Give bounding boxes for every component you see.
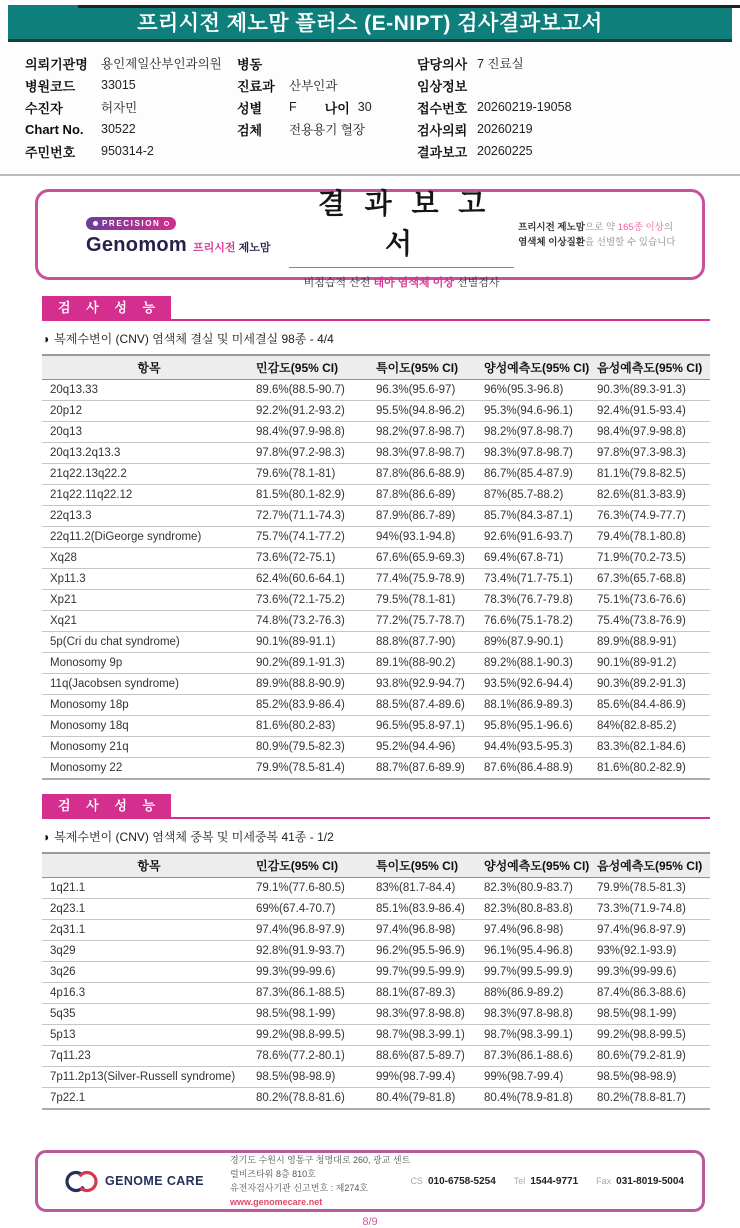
section-badge: 검 사 성 능 xyxy=(42,296,171,319)
value-cell: 87.4%(86.3-88.6) xyxy=(597,983,710,1004)
item-cell: 20q13.33 xyxy=(42,380,256,401)
value-cell: 75.7%(74.1-77.2) xyxy=(256,527,376,548)
item-cell: Xq28 xyxy=(42,548,256,569)
value-cell: 99%(98.7-99.4) xyxy=(484,1067,597,1088)
info-column-left xyxy=(25,52,237,162)
value-cell: 73.3%(71.9-74.8) xyxy=(597,899,710,920)
info-row xyxy=(25,118,237,140)
patient-info-section xyxy=(0,42,740,176)
info-row xyxy=(417,96,740,118)
value-cell: 88.1%(86.9-89.3) xyxy=(484,695,597,716)
table-row xyxy=(42,1046,710,1067)
field-value: 허자민 xyxy=(101,101,138,115)
value-cell: 98.4%(97.9-98.8) xyxy=(597,422,710,443)
value-cell: 90.2%(89.1-91.3) xyxy=(256,653,376,674)
value-cell: 98.7%(98.3-99.1) xyxy=(484,1025,597,1046)
info-row xyxy=(25,52,237,74)
item-cell: Monosomy 18p xyxy=(42,695,256,716)
field-label: 성별 xyxy=(237,100,263,116)
value-cell: 69.4%(67.8-71) xyxy=(484,548,597,569)
precision-badge xyxy=(86,217,176,230)
value-cell: 97.4%(96.8-98) xyxy=(376,920,484,941)
section-test-performance-2 xyxy=(42,794,710,1110)
brand-kr-accent: 프리시전 xyxy=(193,241,236,254)
scan-edge-line xyxy=(78,5,740,8)
value-cell: 94.4%(93.5-95.3) xyxy=(484,737,597,758)
column-header: 특이도(95% CI) xyxy=(376,853,484,878)
item-cell: 22q13.3 xyxy=(42,506,256,527)
table-row xyxy=(42,1025,710,1046)
value-cell: 75.4%(73.8-76.9) xyxy=(597,611,710,632)
value-cell: 81.1%(79.8-82.5) xyxy=(597,464,710,485)
banner-subtitle: 비침습적 산전 태아 염색체 이상 선별검사 xyxy=(303,276,500,289)
field-label: 진료과 xyxy=(237,78,275,94)
field-value: 산부인과 xyxy=(289,79,338,93)
value-cell: 81.6%(80.2-83) xyxy=(256,716,376,737)
value-cell: 99.7%(99.5-99.9) xyxy=(484,962,597,983)
cnv-duplication-table xyxy=(42,852,710,1110)
section-subtitle xyxy=(42,828,710,845)
table-row xyxy=(42,464,710,485)
table-row xyxy=(42,695,710,716)
section-badge: 검 사 성 능 xyxy=(42,794,171,817)
table-row xyxy=(42,716,710,737)
address-line-2: 유전자검사기관 신고번호 : 제274호 xyxy=(230,1183,369,1193)
value-cell: 62.4%(60.6-64.1) xyxy=(256,569,376,590)
value-cell: 82.3%(80.9-83.7) xyxy=(484,878,597,899)
value-cell: 77.4%(75.9-78.9) xyxy=(376,569,484,590)
info-row xyxy=(417,118,740,140)
field-label: 주민번호 xyxy=(25,144,76,160)
ring-icon xyxy=(164,221,169,226)
field-label: 검사의뢰 xyxy=(417,122,468,138)
field-label: 담당의사 xyxy=(417,56,468,72)
info-row xyxy=(25,140,237,162)
table-row xyxy=(42,674,710,695)
value-cell: 96.3%(95.6-97) xyxy=(376,380,484,401)
value-cell: 98.5%(98-98.9) xyxy=(597,1067,710,1088)
table-row xyxy=(42,443,710,464)
info-column-right xyxy=(417,52,740,162)
value-cell: 79.6%(78.1-81) xyxy=(256,464,376,485)
value-cell: 98.3%(97.8-98.7) xyxy=(376,443,484,464)
item-cell: 20p12 xyxy=(42,401,256,422)
table-row xyxy=(42,485,710,506)
field-value: 30 xyxy=(357,100,372,114)
section-header xyxy=(42,296,710,321)
value-cell: 73.4%(71.7-75.1) xyxy=(484,569,597,590)
column-header: 민감도(95% CI) xyxy=(256,853,376,878)
field-value: 20260219 xyxy=(477,122,533,136)
value-cell: 95.5%(94.8-96.2) xyxy=(376,401,484,422)
value-cell: 72.7%(71.1-74.3) xyxy=(256,506,376,527)
item-cell: 20q13.2q13.3 xyxy=(42,443,256,464)
field-value: F xyxy=(289,100,297,114)
field-value: 용인제일산부인과의원 xyxy=(101,57,222,71)
value-cell: 83.3%(82.1-84.6) xyxy=(597,737,710,758)
table-row xyxy=(42,380,710,401)
value-cell: 93.5%(92.6-94.4) xyxy=(484,674,597,695)
table-row xyxy=(42,983,710,1004)
value-cell: 87.9%(86.7-89) xyxy=(376,506,484,527)
value-cell: 87%(85.7-88.2) xyxy=(484,485,597,506)
value-cell: 81.5%(80.1-82.9) xyxy=(256,485,376,506)
value-cell: 89.2%(88.1-90.3) xyxy=(484,653,597,674)
value-cell: 99.7%(99.5-99.9) xyxy=(376,962,484,983)
value-cell: 78.3%(76.7-79.8) xyxy=(484,590,597,611)
value-cell: 77.2%(75.7-78.7) xyxy=(376,611,484,632)
value-cell: 80.9%(79.5-82.3) xyxy=(256,737,376,758)
item-cell: Monosomy 21q xyxy=(42,737,256,758)
value-cell: 79.5%(78.1-81) xyxy=(376,590,484,611)
banner-center xyxy=(289,180,514,290)
item-cell: Monosomy 9p xyxy=(42,653,256,674)
value-cell: 89.9%(88.9-91) xyxy=(597,632,710,653)
value-cell: 85.6%(84.4-86.9) xyxy=(597,695,710,716)
brand-kr: 제노맘 xyxy=(238,241,271,254)
value-cell: 93.8%(92.9-94.7) xyxy=(376,674,484,695)
website-link[interactable]: www.genomecare.net xyxy=(230,1197,323,1207)
result-report-banner xyxy=(35,187,705,289)
value-cell: 94%(93.1-94.8) xyxy=(376,527,484,548)
value-cell: 82.3%(80.8-83.8) xyxy=(484,899,597,920)
table-row xyxy=(42,920,710,941)
item-cell: 21q22.11q22.12 xyxy=(42,485,256,506)
contact-tel: Tel 1544-9771 xyxy=(513,1175,579,1187)
page-number: 8/9 xyxy=(362,1216,378,1228)
table-row xyxy=(42,401,710,422)
footer xyxy=(35,1150,705,1212)
contact-fax: Fax 031-8019-5004 xyxy=(596,1175,684,1187)
value-cell: 90.3%(89.2-91.3) xyxy=(597,674,710,695)
table-row xyxy=(42,590,710,611)
value-cell: 98.5%(98.1-99) xyxy=(256,1004,376,1025)
value-cell: 80.2%(78.8-81.7) xyxy=(597,1088,710,1110)
gc-mark-icon xyxy=(64,1168,98,1195)
value-cell: 98.5%(98.1-99) xyxy=(597,1004,710,1025)
item-cell: Xp11.3 xyxy=(42,569,256,590)
field-label: 결과보고 xyxy=(417,144,468,160)
item-cell: 20q13 xyxy=(42,422,256,443)
item-cell: 2q31.1 xyxy=(42,920,256,941)
table-row xyxy=(42,899,710,920)
value-cell: 97.8%(97.2-98.3) xyxy=(256,443,376,464)
value-cell: 98.2%(97.8-98.7) xyxy=(376,422,484,443)
value-cell: 67.6%(65.9-69.3) xyxy=(376,548,484,569)
report-title: 프리시전 제노맘 플러스 (E-NIPT) 검사결과보고서 xyxy=(137,12,603,35)
field-label: 의뢰기관명 xyxy=(25,56,88,72)
value-cell: 85.1%(83.9-86.4) xyxy=(376,899,484,920)
banner-title: 결 과 보 고 서 xyxy=(317,187,492,259)
value-cell: 96%(95.3-96.8) xyxy=(484,380,597,401)
item-cell: Xp21 xyxy=(42,590,256,611)
field-value: 20260219-19058 xyxy=(477,100,572,114)
column-header: 음성예측도(95% CI) xyxy=(597,355,710,380)
item-cell: Monosomy 22 xyxy=(42,758,256,780)
info-row xyxy=(417,52,740,74)
field-label: 임상정보 xyxy=(417,78,468,94)
table-row xyxy=(42,632,710,653)
divider xyxy=(289,267,514,268)
value-cell: 99.2%(98.8-99.5) xyxy=(256,1025,376,1046)
value-cell: 97.8%(97.3-98.3) xyxy=(597,443,710,464)
footer-address xyxy=(216,1153,410,1209)
dot-icon xyxy=(93,221,98,226)
value-cell: 87.3%(86.1-88.5) xyxy=(256,983,376,1004)
info-row xyxy=(237,118,417,140)
value-cell: 98.5%(98-98.9) xyxy=(256,1067,376,1088)
value-cell: 92.4%(91.5-93.4) xyxy=(597,401,710,422)
item-cell: 7p22.1 xyxy=(42,1088,256,1110)
value-cell: 84%(82.8-85.2) xyxy=(597,716,710,737)
value-cell: 90.1%(89-91.2) xyxy=(597,653,710,674)
value-cell: 92.6%(91.6-93.7) xyxy=(484,527,597,548)
table-row xyxy=(42,1067,710,1088)
value-cell: 87.6%(86.4-88.9) xyxy=(484,758,597,780)
banner-note: 프리시전 제노맘으로 약 165종 이상의 염색체 이상질환을 선별할 수 있습니다 xyxy=(518,221,676,248)
item-cell: Monosomy 18q xyxy=(42,716,256,737)
company-name: GENOME CARE xyxy=(105,1174,204,1188)
value-cell: 88.8%(87.7-90) xyxy=(376,632,484,653)
value-cell: 78.6%(77.2-80.1) xyxy=(256,1046,376,1067)
brand-line xyxy=(86,234,289,257)
value-cell: 67.3%(65.7-68.8) xyxy=(597,569,710,590)
table-row xyxy=(42,422,710,443)
genome-care-logo xyxy=(64,1168,216,1195)
value-cell: 93%(92.1-93.9) xyxy=(597,941,710,962)
item-cell: 7p11.2p13(Silver-Russell syndrome) xyxy=(42,1067,256,1088)
section-test-performance-1 xyxy=(42,296,710,780)
info-row xyxy=(237,74,417,96)
cnv-deletion-table xyxy=(42,354,710,780)
item-cell: Xq21 xyxy=(42,611,256,632)
value-cell: 88.1%(87-89.3) xyxy=(376,983,484,1004)
value-cell: 87.8%(86.6-89) xyxy=(376,485,484,506)
value-cell: 88.5%(87.4-89.6) xyxy=(376,695,484,716)
column-header: 음성예측도(95% CI) xyxy=(597,853,710,878)
value-cell: 79.4%(78.1-80.8) xyxy=(597,527,710,548)
value-cell: 73.6%(72-75.1) xyxy=(256,548,376,569)
value-cell: 96.5%(95.8-97.1) xyxy=(376,716,484,737)
value-cell: 76.3%(74.9-77.7) xyxy=(597,506,710,527)
subtitle-text: 복제수변이 (CNV) 염색체 중복 및 미세중복 41종 - 1/2 xyxy=(54,830,334,844)
value-cell: 88.6%(87.5-89.7) xyxy=(376,1046,484,1067)
value-cell: 83%(81.7-84.4) xyxy=(376,878,484,899)
table-row xyxy=(42,758,710,780)
table-row xyxy=(42,878,710,899)
value-cell: 97.4%(96.8-97.9) xyxy=(256,920,376,941)
value-cell: 99%(98.7-99.4) xyxy=(376,1067,484,1088)
value-cell: 92.2%(91.2-93.2) xyxy=(256,401,376,422)
field-label: Chart No. xyxy=(25,121,84,137)
value-cell: 98.3%(97.8-98.8) xyxy=(376,1004,484,1025)
table-row xyxy=(42,941,710,962)
item-cell: 11q(Jacobsen syndrome) xyxy=(42,674,256,695)
value-cell: 71.9%(70.2-73.5) xyxy=(597,548,710,569)
value-cell: 95.8%(95.1-96.6) xyxy=(484,716,597,737)
column-header: 특이도(95% CI) xyxy=(376,355,484,380)
column-header: 항목 xyxy=(42,853,256,878)
field-label: 검체 xyxy=(237,122,263,138)
value-cell: 95.3%(94.6-96.1) xyxy=(484,401,597,422)
table-row xyxy=(42,527,710,548)
field-label: 병원코드 xyxy=(25,78,76,94)
item-cell: 2q23.1 xyxy=(42,899,256,920)
value-cell: 80.2%(78.8-81.6) xyxy=(256,1088,376,1110)
table-row xyxy=(42,653,710,674)
value-cell: 69%(67.4-70.7) xyxy=(256,899,376,920)
genomom-logo xyxy=(86,213,289,257)
info-row xyxy=(25,96,237,118)
section-header xyxy=(42,794,710,819)
field-value: 30522 xyxy=(101,122,136,136)
value-cell: 85.7%(84.3-87.1) xyxy=(484,506,597,527)
info-row xyxy=(417,74,740,96)
value-cell: 90.1%(89-91.1) xyxy=(256,632,376,653)
value-cell: 97.4%(96.8-97.9) xyxy=(597,920,710,941)
table-row xyxy=(42,737,710,758)
value-cell: 80.4%(78.9-81.8) xyxy=(484,1088,597,1110)
value-cell: 98.3%(97.8-98.8) xyxy=(484,1004,597,1025)
value-cell: 98.4%(97.9-98.8) xyxy=(256,422,376,443)
value-cell: 96.2%(95.5-96.9) xyxy=(376,941,484,962)
field-label: 나이 xyxy=(324,100,350,116)
info-row xyxy=(25,74,237,96)
subtitle-text: 복제수변이 (CNV) 염색체 결실 및 미세결실 98종 - 4/4 xyxy=(54,332,334,346)
info-row xyxy=(237,96,417,118)
value-cell: 99.3%(99-99.6) xyxy=(597,962,710,983)
value-cell: 86.7%(85.4-87.9) xyxy=(484,464,597,485)
contact-cs: CS 010-6758-5254 xyxy=(410,1175,496,1187)
report-title-bar xyxy=(8,5,732,42)
field-value: 33015 xyxy=(101,78,136,92)
item-cell: 5q35 xyxy=(42,1004,256,1025)
value-cell: 89.6%(88.5-90.7) xyxy=(256,380,376,401)
value-cell: 88%(86.9-89.2) xyxy=(484,983,597,1004)
column-header: 양성예측도(95% CI) xyxy=(484,355,597,380)
table-row xyxy=(42,1004,710,1025)
value-cell: 82.6%(81.3-83.9) xyxy=(597,485,710,506)
value-cell: 80.6%(79.2-81.9) xyxy=(597,1046,710,1067)
value-cell: 89.1%(88-90.2) xyxy=(376,653,484,674)
value-cell: 87.8%(86.6-88.9) xyxy=(376,464,484,485)
field-label: 병동 xyxy=(237,56,263,72)
value-cell: 92.8%(91.9-93.7) xyxy=(256,941,376,962)
item-cell: 22q11.2(DiGeorge syndrome) xyxy=(42,527,256,548)
field-label: 수진자 xyxy=(25,100,63,116)
field-value: 20260225 xyxy=(477,144,533,158)
value-cell: 98.3%(97.8-98.7) xyxy=(484,443,597,464)
value-cell: 76.6%(75.1-78.2) xyxy=(484,611,597,632)
value-cell: 89%(87.9-90.1) xyxy=(484,632,597,653)
item-cell: 1q21.1 xyxy=(42,878,256,899)
table-row xyxy=(42,548,710,569)
value-cell: 79.9%(78.5-81.3) xyxy=(597,878,710,899)
precision-label: PRECISION xyxy=(102,218,161,228)
info-row xyxy=(417,140,740,162)
field-value: 950314-2 xyxy=(101,144,154,158)
footer-contacts xyxy=(410,1176,684,1187)
item-cell: 3q29 xyxy=(42,941,256,962)
value-cell: 97.4%(96.8-98) xyxy=(484,920,597,941)
value-cell: 73.6%(72.1-75.2) xyxy=(256,590,376,611)
value-cell: 99.3%(99-99.6) xyxy=(256,962,376,983)
info-row xyxy=(237,52,417,74)
table-row xyxy=(42,569,710,590)
value-cell: 79.1%(77.6-80.5) xyxy=(256,878,376,899)
value-cell: 95.2%(94.4-96) xyxy=(376,737,484,758)
value-cell: 81.6%(80.2-82.9) xyxy=(597,758,710,780)
address-line-1: 경기도 수원시 영통구 청명대로 260, 광교 센트럴비즈타워 8층 810호 xyxy=(230,1155,411,1179)
table-row xyxy=(42,506,710,527)
item-cell: 4p16.3 xyxy=(42,983,256,1004)
table-row xyxy=(42,962,710,983)
section-subtitle xyxy=(42,330,710,347)
value-cell: 79.9%(78.5-81.4) xyxy=(256,758,376,780)
info-column-middle xyxy=(237,52,417,162)
value-cell: 80.4%(79-81.8) xyxy=(376,1088,484,1110)
value-cell: 88.7%(87.6-89.9) xyxy=(376,758,484,780)
field-value: 전용용기 혈장 xyxy=(289,123,365,137)
value-cell: 99.2%(98.8-99.5) xyxy=(597,1025,710,1046)
value-cell: 87.3%(86.1-88.6) xyxy=(484,1046,597,1067)
item-cell: 3q26 xyxy=(42,962,256,983)
value-cell: 98.7%(98.3-99.1) xyxy=(376,1025,484,1046)
item-cell: 7q11.23 xyxy=(42,1046,256,1067)
value-cell: 89.9%(88.8-90.9) xyxy=(256,674,376,695)
half-circle-icon: ◑ xyxy=(42,829,50,844)
field-value: 7 진료실 xyxy=(477,57,524,71)
half-circle-icon: ◑ xyxy=(42,331,50,346)
column-header: 항목 xyxy=(42,355,256,380)
value-cell: 90.3%(89.3-91.3) xyxy=(597,380,710,401)
brand-name: Genomom xyxy=(86,233,187,256)
value-cell: 98.2%(97.8-98.7) xyxy=(484,422,597,443)
value-cell: 85.2%(83.9-86.4) xyxy=(256,695,376,716)
table-header-row xyxy=(42,355,710,380)
field-label: 접수번호 xyxy=(417,100,468,116)
item-cell: 5p13 xyxy=(42,1025,256,1046)
column-header: 민감도(95% CI) xyxy=(256,355,376,380)
value-cell: 75.1%(73.6-76.6) xyxy=(597,590,710,611)
table-header-row xyxy=(42,853,710,878)
column-header: 양성예측도(95% CI) xyxy=(484,853,597,878)
item-cell: 21q22.13q22.2 xyxy=(42,464,256,485)
table-row xyxy=(42,611,710,632)
value-cell: 74.8%(73.2-76.3) xyxy=(256,611,376,632)
table-row xyxy=(42,1088,710,1110)
value-cell: 96.1%(95.4-96.8) xyxy=(484,941,597,962)
item-cell: 5p(Cri du chat syndrome) xyxy=(42,632,256,653)
